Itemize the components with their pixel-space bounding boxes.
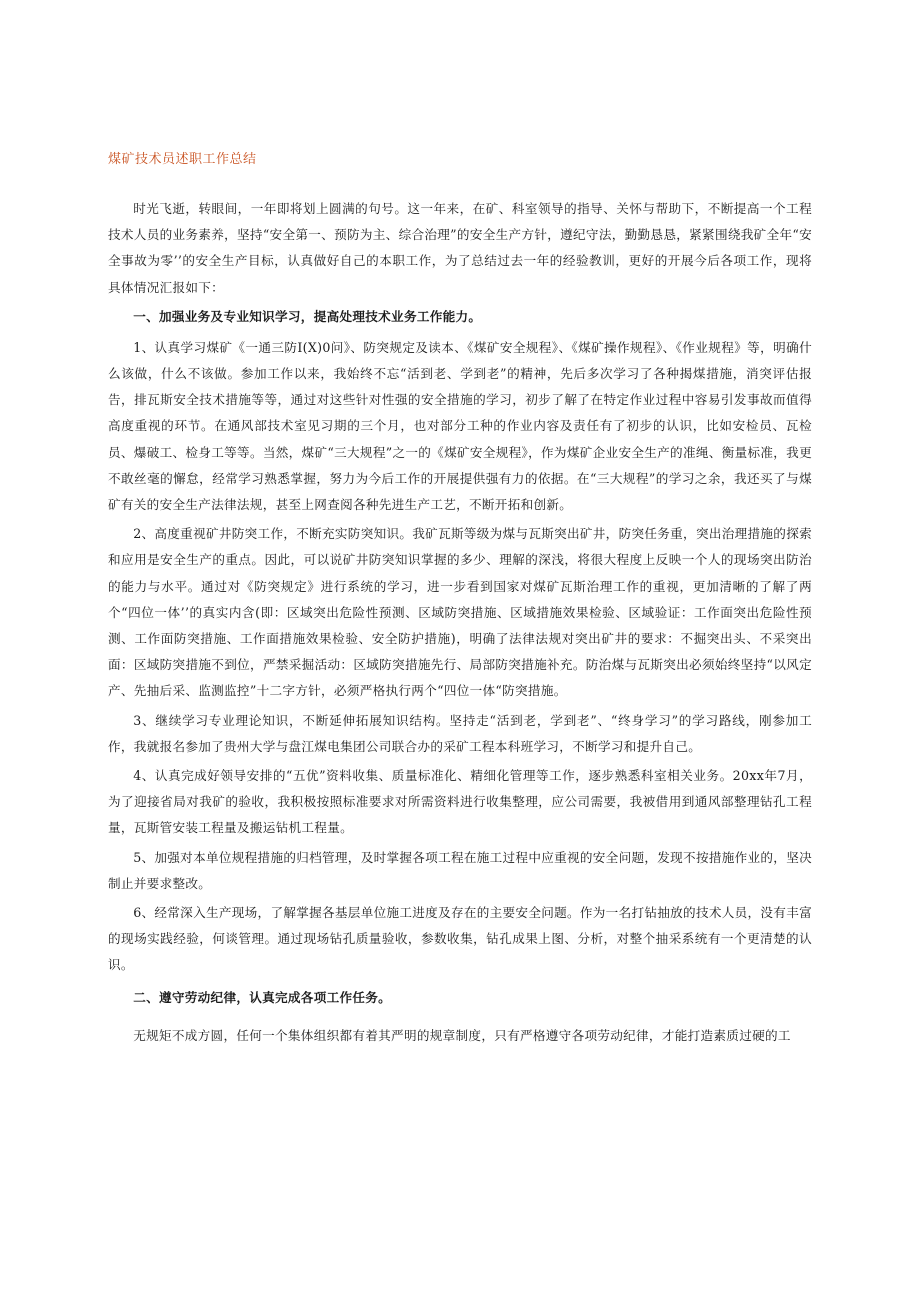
document-body bbox=[108, 196, 812, 1052]
section-1-item-5: 5、加强对本单位规程措施的归档管理，及时掌握各项工程在施工过程中应重视的安全问题，发现不按措施作业的，坚决制止并要求整改。 bbox=[108, 849, 812, 891]
intro-paragraph: 时光飞逝，转眼间，一年即将划上圆满的句号。这一年来，在矿、科室领导的指导、关怀与帮助下，不断提高一个工程技术人员的业务素养，坚持“安全第一、预防为主、综合治理”的安全生产方针，遵纪守法，勤勤恳恳，紧紧围绕我矿全年“安全事故为零’’的安全生产目标，认真做好自己的本职工作，为了总结过去一年的经验教训，更好的开展今后各项工作，现将具体情况汇报如下： bbox=[108, 201, 812, 295]
section-1-item-6: 6、经常深入生产现场，了解掌握各基层单位施工进度及存在的主要安全问题。作为一名打钻抽放的技术人员，没有丰富的现场实践经验，何谈管理。通过现场钻孔质量验收，参数收集，钻孔成果上图、分析，对整个抽采系统有一个更清楚的认识。 bbox=[108, 905, 812, 973]
section-1-item-3: 3、继续学习专业理论知识，不断延伸拓展知识结构。坚持走“活到老，学到老”、“终身学习”的学习路线，刚参加工作，我就报名参加了贵州大学与盘江煤电集团公司联合办的采矿工程本科班学习，不断学习和提升自己。 bbox=[108, 712, 812, 754]
section-2-item-1: 无规矩不成方圆，任何一个集体组织都有着其严明的规章制度，只有严格遵守各项劳动纪律，才能打造素质过硬的工 bbox=[133, 1027, 791, 1043]
section-1-item-1: 1、认真学习煤矿《一通三防Ⅰ(X)0问》、防突规定及读本、《煤矿安全规程》、《煤矿操作规程》、《作业规程》等，明确什么该做，什么不该做。参加工作以来，我始终不忘“活到老、学到老”的精神，先后多次学习了各种揭煤措施，消突评估报告，排瓦斯安全技术措施等等，通过对这些针对性强的安全措施的学习，初步了解了在特定作业过程中容易引发事故而值得高度重视的环节。在通风部技术室见习期的三个月，也对部分工种的作业内容及责任有了初步的认识，比如安检员、瓦检员、爆破工、检身工等等。当然，煤矿“三大规程”之一的《煤矿安全规程》，作为煤矿企业安全生产的准绳、衡量标准，我更不敢丝毫的懈怠，经常学习熟悉掌握，努力为今后工作的开展提供强有力的依据。在“三大规程”的学习之余，我还买了与煤矿有关的安全生产法律法规，甚至上网查阅各种先进生产工艺，不断开拓和创新。 bbox=[108, 339, 812, 513]
section-1-heading: 一、加强业务及专业知识学习，提高处理技术业务工作能力。 bbox=[133, 308, 482, 324]
section-1-item-2: 2、高度重视矿井防突工作，不断充实防突知识。我矿瓦斯等级为煤与瓦斯突出矿井，防突任务重，突出治理措施的探索和应用是安全生产的重点。因此，可以说矿井防突知识掌握的多少、理解的深浅，将很大程度上反映一个人的现场突出防治的能力与水平。通过对《防突规定》进行系统的学习，进一步看到国家对煤矿瓦斯治理工作的重视，更加清晰的了解了两个“四位一体’’的真实内含(即：区域突出危险性预测、区域防突措施、区域措施效果检验、区域验证：工作面突出危险性预测、工作面防突措施、工作面措施效果检验、安全防护措施)，明确了法律法规对突出矿井的要求：不掘突出头、不采突出面：区域防突措施不到位，严禁采掘活动：区域防突措施先行、局部防突措施补充。防治煤与瓦斯突出必须始终坚持“以风定产、先抽后采、监测监控”十二字方针，必须严格执行两个“四位一体“防突措施。 bbox=[108, 526, 812, 699]
section-1-item-4: 4、认真完成好领导安排的“五优”资料收集、质量标准化、精细化管理等工作，逐步熟悉科室相关业务。20xx年7月，为了迎接省局对我矿的验收，我积极按照标准要求对所需资料进行收集整理，应公司需要，我被借用到通风部整理钻孔工程量，瓦斯管安装工程量及搬运钻机工程量。 bbox=[108, 768, 812, 836]
section-2-heading: 二、遵守劳动纪律，认真完成各项工作任务。 bbox=[133, 989, 392, 1005]
document-title: 煤矿技术员述职工作总结 bbox=[108, 152, 257, 167]
